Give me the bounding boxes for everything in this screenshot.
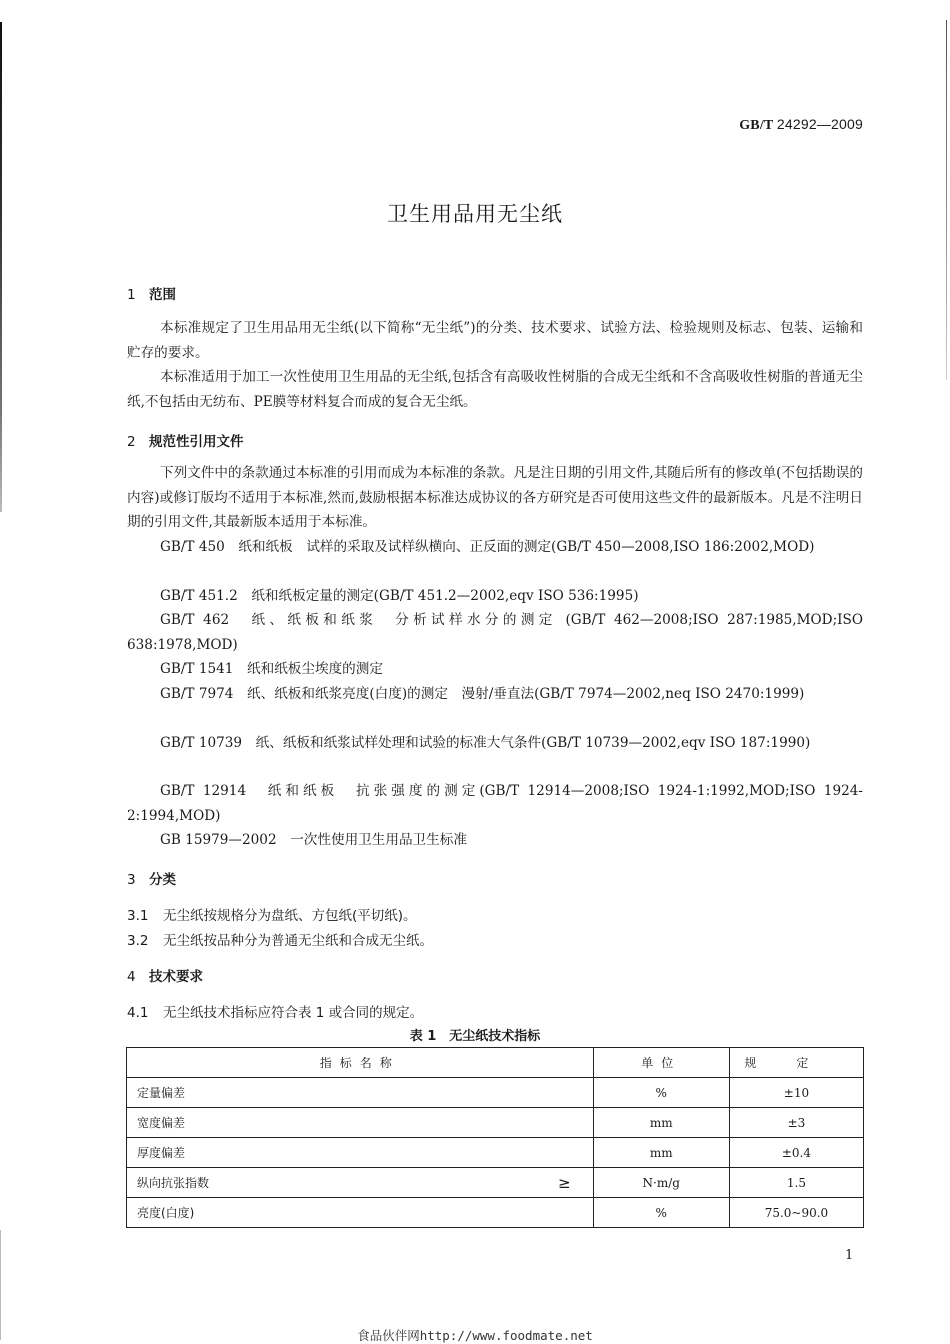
section-1-paragraph-2: 本标准适用于加工一次性使用卫生用品的无尘纸,包括含有高吸收性树脂的合成无尘纸和不含高吸收性树脂的普通无尘纸,不包括由无纺布、PE膜等材料复合而成的复合无尘纸。 (127, 369, 863, 410)
table-header-row (127, 1048, 864, 1078)
indicator-unit: mm (593, 1108, 729, 1138)
indicator-unit: N·m/g (593, 1168, 729, 1198)
scan-edge-left-lower (0, 1230, 1, 1340)
standard-code (739, 116, 863, 134)
reference-item: GB/T 451.2 纸和纸板定量的测定(GB/T 451.2—2002,eqv ISO 536:1995) (160, 588, 639, 604)
clause-number: 4.1 (127, 1005, 149, 1021)
standard-number: 24292—2009 (776, 116, 863, 132)
scan-edge-left (0, 22, 2, 512)
indicator-value: ±10 (729, 1078, 863, 1108)
indicator-name: 纵向抗张指数 (137, 1176, 210, 1190)
reference-item: GB/T 10739 纸、纸板和纸浆试样处理和试验的标准大气条件(GB/T 10739—2002,eqv ISO 187:1990) (160, 735, 811, 751)
indicator-value: 75.0~90.0 (729, 1198, 863, 1228)
clause-text: 无尘纸按品种分为普通无尘纸和合成无尘纸。 (163, 933, 433, 949)
clause-3-2 (127, 929, 433, 949)
reference-item: GB/T 462 纸、纸板和纸浆 分析试样水分的测定 (GB/T 462—2008;ISO 287:1985,MOD;ISO 638:1978,MOD) (127, 612, 863, 653)
indicator-unit: % (593, 1078, 729, 1108)
clause-4-1 (127, 1001, 423, 1021)
page-number: 1 (845, 1248, 854, 1263)
section-2-intro: 下列文件中的条款通过本标准的引用而成为本标准的条款。凡是注日期的引用文件,其随后所有的修改单(不包括勘误的内容)或修订版均不适用于本标准,然而,鼓励根据本标准达成协议的各方研究是否可使用这些文件的最新版本。凡是不注明日期的引用文件,其最新版本适用于本标准。 (127, 465, 863, 530)
column-header-name: 指标名称 (127, 1048, 594, 1078)
table-1-caption: 表 1 无尘纸技术指标 (409, 1029, 541, 1044)
reference-item: GB/T 450 纸和纸板 试样的采取及试样纵横向、正反面的测定(GB/T 450—2008,ISO 186:2002,MOD) (160, 539, 815, 555)
reference-item: GB/T 7974 纸、纸板和纸浆亮度(白度)的测定 漫射/垂直法(GB/T 7974—2002,neq ISO 2470:1999) (160, 686, 805, 702)
indicator-unit: mm (593, 1138, 729, 1168)
greater-equal-symbol: ≥ (558, 1174, 571, 1192)
indicator-name: 厚度偏差 (137, 1146, 186, 1160)
reference-item: GB/T 12914 纸和纸板 抗张强度的测定(GB/T 12914—2008;ISO 1924-1:1992,MOD;ISO 1924-2:1994,MOD) (127, 783, 863, 824)
section-1-paragraph-1: 本标准规定了卫生用品用无尘纸(以下简称“无尘纸”)的分类、技术要求、试验方法、检验规则及标志、包装、运输和贮存的要求。 (127, 320, 863, 361)
column-header-unit: 单位 (593, 1048, 729, 1078)
section-number: 3 (127, 872, 136, 888)
section-2-heading (127, 430, 244, 450)
reference-item: GB/T 1541 纸和纸板尘埃度的测定 (160, 661, 383, 677)
section-number: 4 (127, 969, 136, 985)
section-4-heading (127, 965, 203, 985)
table-row (127, 1078, 864, 1108)
footer-watermark: 食品伙伴网http://www.foodmate.net (357, 1328, 593, 1343)
section-title: 范围 (149, 287, 176, 303)
section-title: 分类 (149, 872, 176, 888)
section-title: 技术要求 (149, 969, 203, 985)
indicator-value: ±0.4 (729, 1138, 863, 1168)
indicator-name: 定量偏差 (137, 1086, 186, 1100)
standard-prefix: GB/T (739, 118, 774, 133)
table-row (127, 1198, 864, 1228)
table-row (127, 1168, 864, 1198)
section-3-heading (127, 868, 176, 888)
table-row (127, 1108, 864, 1138)
clause-text: 无尘纸技术指标应符合表 1 或合同的规定。 (163, 1005, 424, 1021)
section-number: 1 (127, 287, 136, 303)
section-number: 2 (127, 434, 136, 450)
indicator-value: ±3 (729, 1108, 863, 1138)
table-row (127, 1138, 864, 1168)
indicator-name: 宽度偏差 (137, 1116, 186, 1130)
indicator-unit: % (593, 1198, 729, 1228)
document-title: 卫生用品用无尘纸 (387, 202, 563, 226)
clause-number: 3.1 (127, 908, 149, 924)
clause-text: 无尘纸按规格分为盘纸、方包纸(平切纸)。 (163, 908, 417, 924)
section-1-heading (127, 283, 176, 303)
section-title: 规范性引用文件 (149, 434, 244, 450)
indicator-value: 1.5 (729, 1168, 863, 1198)
table-1-technical-indicators (126, 1047, 864, 1228)
clause-number: 3.2 (127, 933, 149, 949)
column-header-requirement: 规定 (729, 1048, 863, 1078)
reference-item: GB 15979—2002 一次性使用卫生用品卫生标准 (160, 832, 467, 848)
indicator-name: 亮度(白度) (137, 1206, 195, 1220)
clause-3-1 (127, 904, 417, 924)
